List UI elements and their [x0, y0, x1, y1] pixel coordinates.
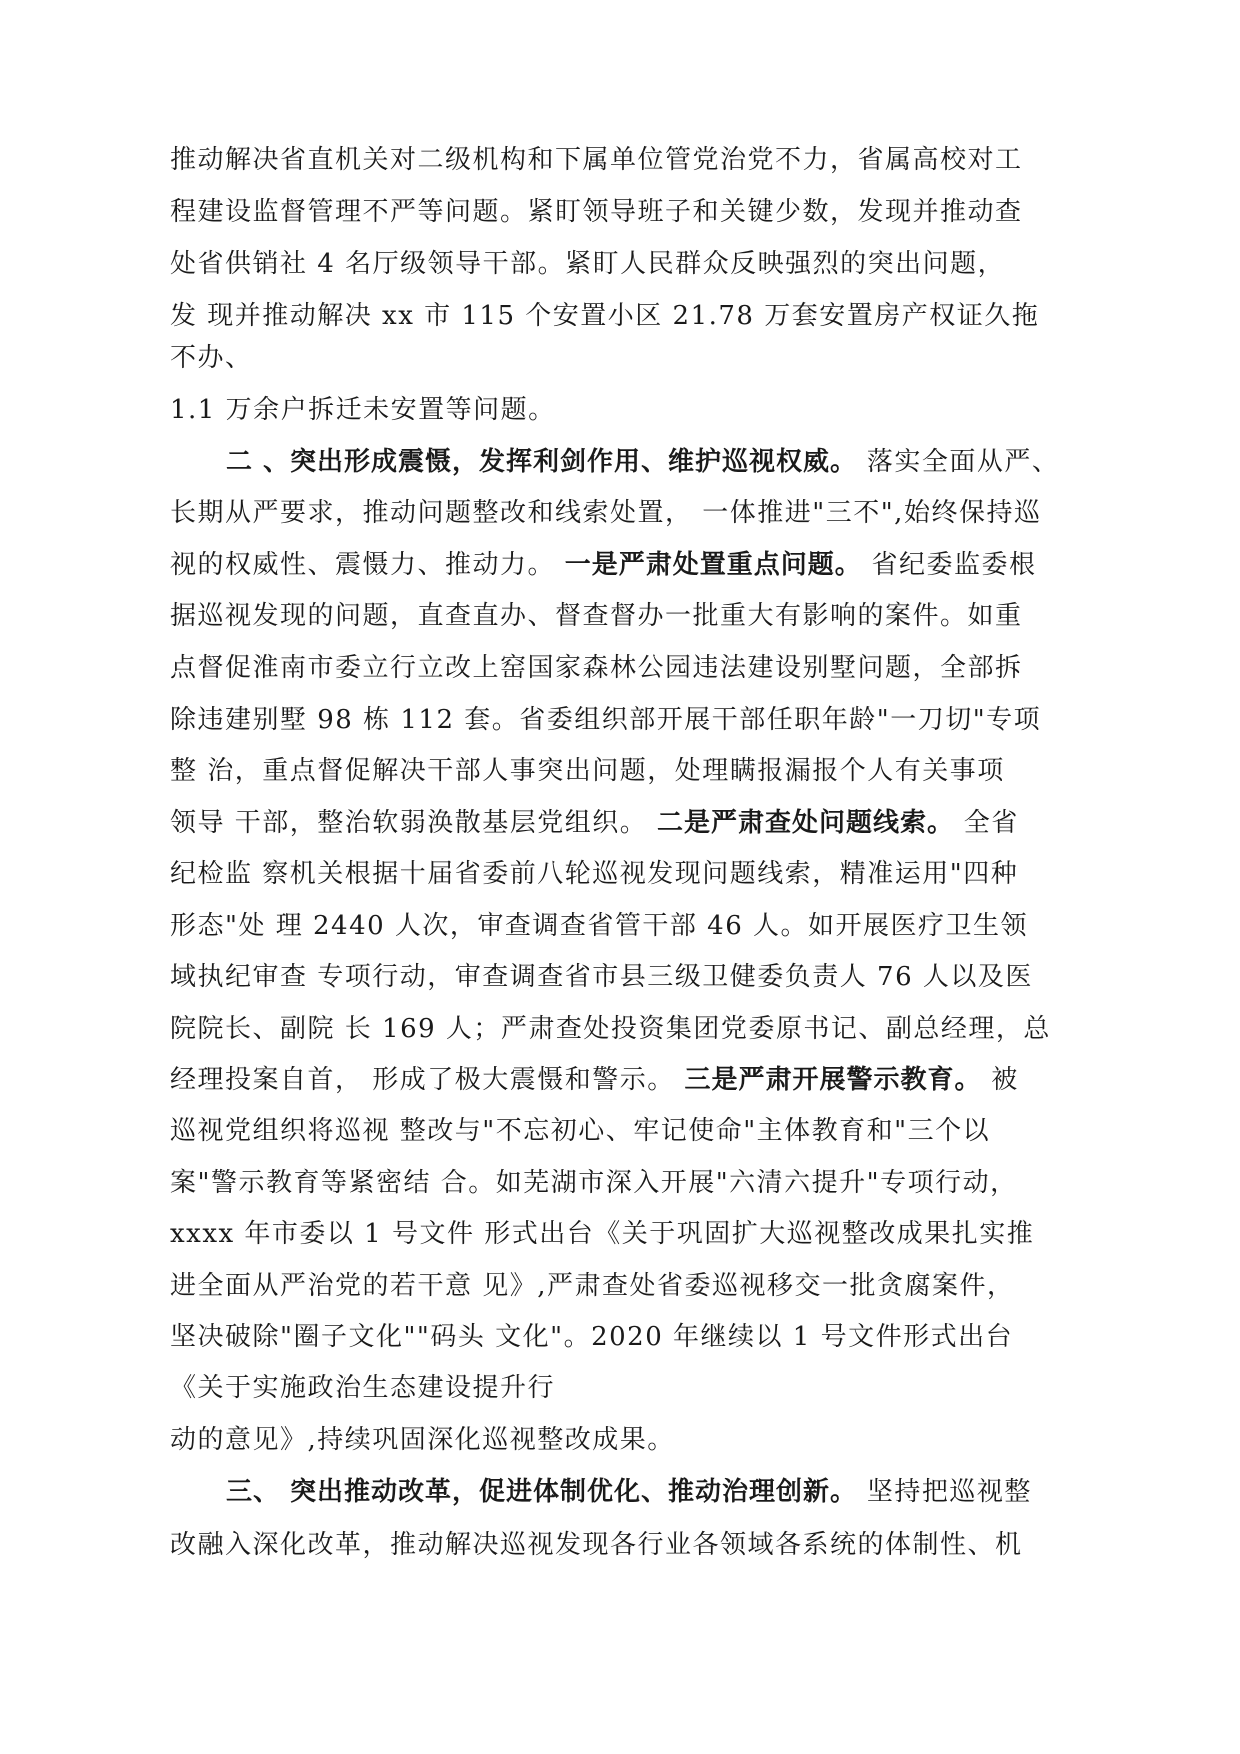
paragraph-line: [170, 598, 1090, 634]
body-text: 动的意见》,持续巩固深化巡视整改成果。: [170, 1425, 675, 1455]
paragraph-line: [170, 142, 1090, 178]
paragraph-line: [170, 702, 1090, 738]
paragraph-line: [226, 1474, 1090, 1510]
paragraph-line: [170, 1011, 1090, 1047]
paragraph-line: [170, 246, 1090, 282]
body-text: 领导 干部，整治软弱涣散基层党组织。: [170, 808, 658, 838]
body-text: 院院长、副院 长 169 人；严肃查处投资集团党委原书记、副总经理，总: [170, 1014, 1051, 1044]
body-text: 《关于实施政治生态建设提升行: [170, 1373, 556, 1403]
body-text: 坚决破除"圈子文化""码头 文化"。2020 年继续以 1 号文件形式出台: [170, 1322, 1014, 1352]
body-text: 除违建别墅 98 栋 112 套。省委组织部开展干部任职年龄"一刀切"专项: [170, 705, 1042, 735]
body-text: 经理投案自首， 形成了极大震慑和警示。: [170, 1065, 685, 1095]
paragraph-line: [170, 805, 1090, 841]
body-text: 省纪委监委根: [861, 550, 1037, 580]
body-text: 程建设监督管理不严等问题。紧盯领导班子和关键少数，发现并推动查: [170, 197, 1023, 227]
body-text: 进全面从严治党的若干意 见》,严肃查处省委巡视移交一批贪腐案件，: [170, 1271, 1015, 1301]
body-text: 推动解决省直机关对二级机构和下属单位管党治党不力，省属高校对工: [170, 145, 1023, 175]
paragraph-line: [170, 1216, 1090, 1252]
body-text: 域执纪审查 专项行动，审查调查省市县三级卫健委负责人 76 人以及医: [170, 962, 1033, 992]
body-text: 案"警示教育等紧密结 合。如芜湖市深入开展"六清六提升"专项行动，: [170, 1168, 1018, 1198]
body-text: 全省: [954, 808, 1019, 838]
paragraph-line: [170, 1422, 1090, 1458]
body-text: 处省供销社 4 名厅级领导干部。紧盯人民群众反映强烈的突出问题，: [170, 249, 1006, 279]
body-text: 改融入深化改革，推动解决巡视发现各行业各领域各系统的体制性、机: [170, 1530, 1023, 1560]
paragraph-line: [170, 392, 1090, 428]
body-text: 被: [981, 1065, 1019, 1095]
paragraph-line: [170, 1527, 1090, 1563]
paragraph-line: [170, 298, 1090, 334]
paragraph-line: [170, 495, 1090, 531]
body-text: 形态"处 理 2440 人次，审查调查省管干部 46 人。如开展医疗卫生领: [170, 911, 1029, 941]
bold-heading-text: 二是严肃查处问题线索。: [657, 808, 955, 838]
bold-heading-text: 三是严肃开展警示教育。: [684, 1065, 982, 1095]
paragraph-line: [170, 959, 1090, 995]
body-text: 整 治，重点督促解决干部人事突出问题，处理瞒报漏报个人有关事项: [170, 756, 1005, 786]
paragraph-line: [170, 856, 1090, 892]
bold-heading-text: 二 、突出形成震慑，发挥利剑作用、维护巡视权威。: [226, 447, 858, 477]
paragraph-line: [170, 1370, 1090, 1406]
body-text: 长期从严要求，推动问题整改和线索处置， 一体推进"三不",始终保持巡: [170, 498, 1042, 528]
paragraph-line: [226, 444, 1090, 480]
body-text: 不办、: [170, 343, 253, 373]
paragraph-line: [170, 547, 1090, 583]
bold-heading-text: 三、 突出推动改革，促进体制优化、推动治理创新。: [226, 1477, 858, 1507]
body-text: 点督促淮南市委立行立改上窑国家森林公园违法建设别墅问题，全部拆: [170, 653, 1023, 683]
body-text: 据巡视发现的问题，直查直办、督查督办一批重大有影响的案件。如重: [170, 601, 1023, 631]
body-text: 1.1 万余户拆迁未安置等问题。: [170, 395, 556, 425]
body-text: 发 现并推动解决 xx 市 115 个安置小区 21.78 万套安置房产权证久拖: [170, 301, 1040, 331]
paragraph-line: [170, 1268, 1090, 1304]
paragraph-line: [170, 340, 1090, 376]
paragraph-line: [170, 1319, 1090, 1355]
body-text: 视的权威性、震慑力、推动力。: [170, 550, 565, 580]
paragraph-line: [170, 1165, 1090, 1201]
paragraph-line: [170, 1062, 1090, 1098]
paragraph-line: [170, 650, 1090, 686]
body-text: 巡视党组织将巡视 整改与"不忘初心、牢记使命"主体教育和"三个以: [170, 1116, 991, 1146]
paragraph-line: [170, 1113, 1090, 1149]
body-text: 纪检监 察机关根据十届省委前八轮巡视发现问题线索，精准运用"四种: [170, 859, 1019, 889]
paragraph-line: [170, 194, 1090, 230]
body-text: 坚持把巡视整: [857, 1477, 1032, 1507]
paragraph-line: [170, 908, 1090, 944]
bold-heading-text: 一是严肃处置重点问题。: [564, 550, 862, 580]
body-text: xxxx 年市委以 1 号文件 形式出台《关于巩固扩大巡视整改成果扎实推: [170, 1219, 1035, 1249]
paragraph-line: [170, 753, 1090, 789]
body-text: 落实全面从严、: [857, 447, 1060, 477]
